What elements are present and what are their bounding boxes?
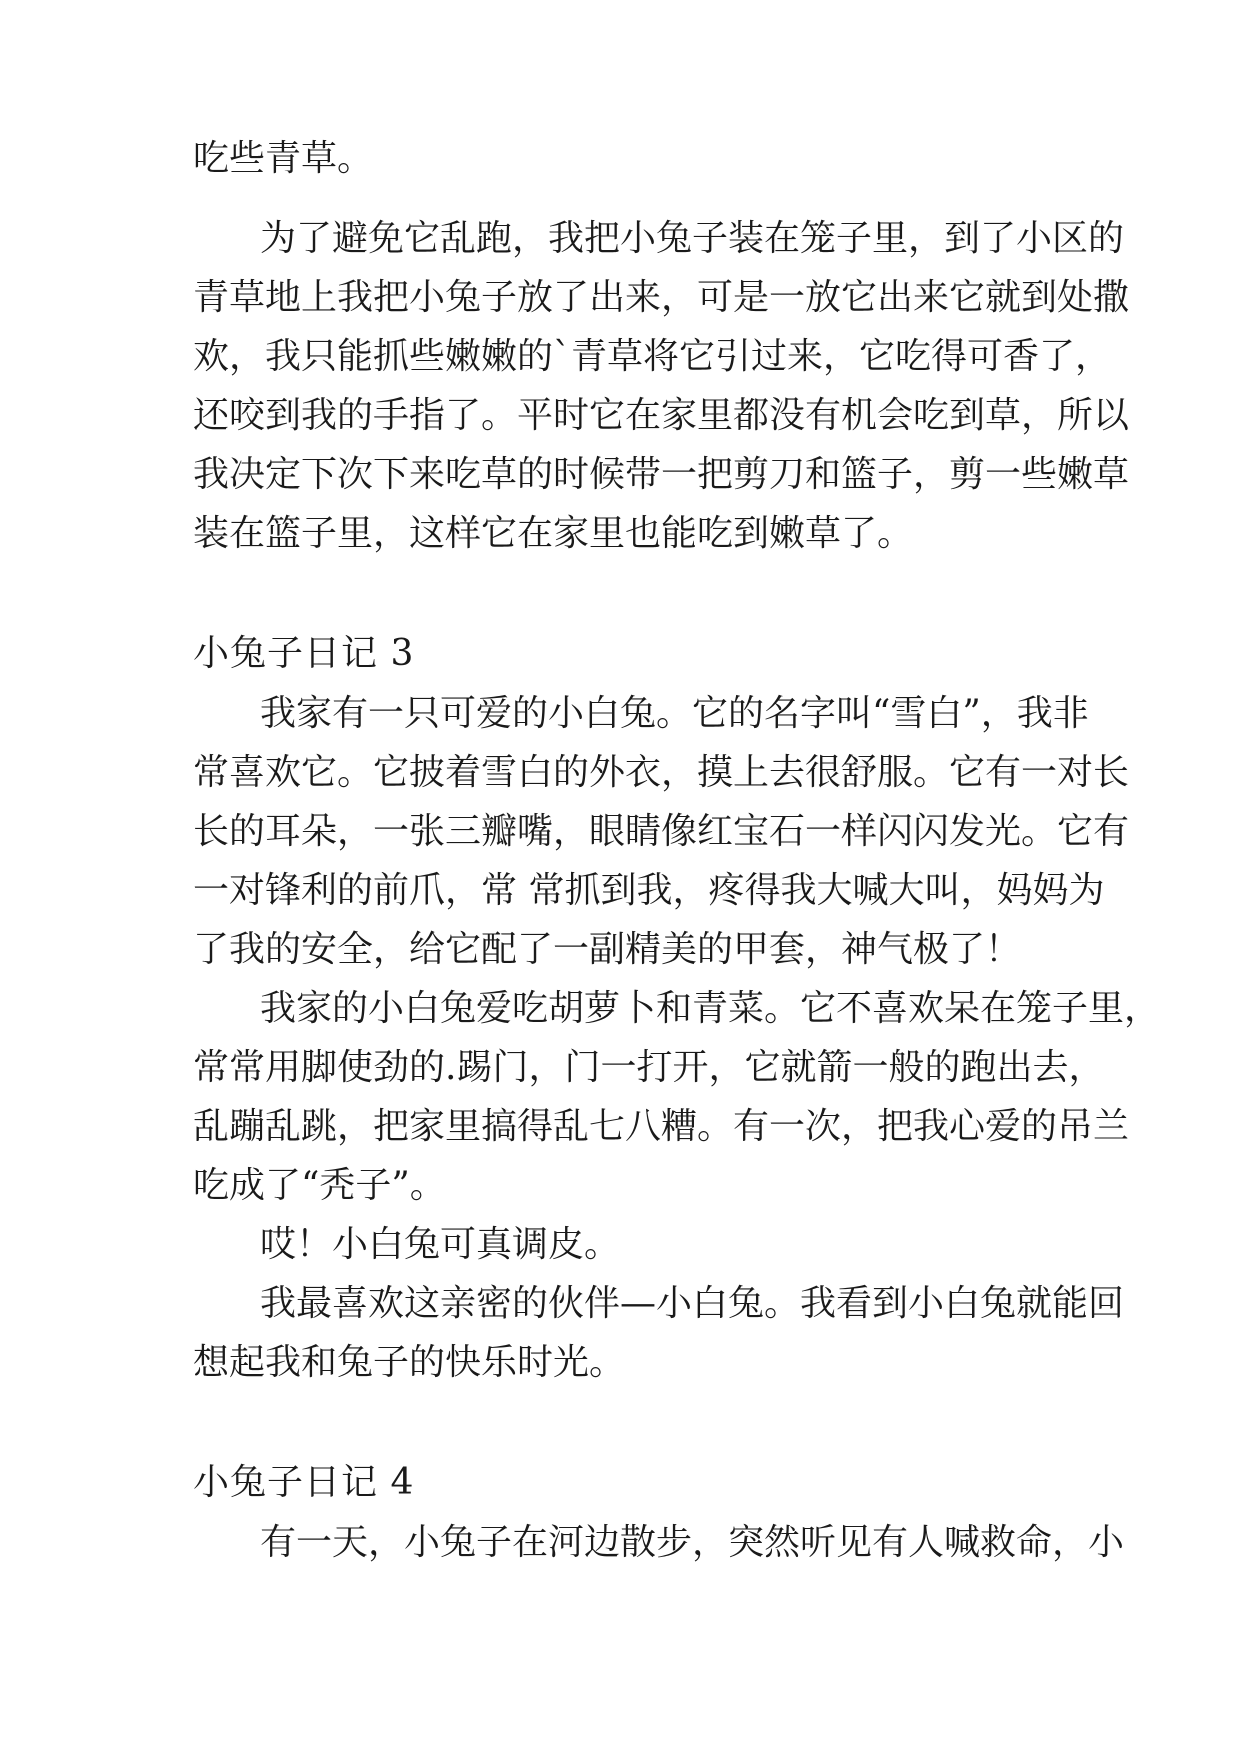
- paragraph-line: 我最喜欢这亲密的伙伴—小白兔。我看到小白兔就能回: [260, 1283, 1125, 1324]
- paragraph-line: 哎！小白兔可真调皮。: [260, 1224, 621, 1265]
- paragraph-line: 我家的小白兔爱吃胡萝卜和青菜。它不喜欢呆在笼子里，: [260, 988, 1161, 1029]
- paragraph-line: 常喜欢它。它披着雪白的外衣，摸上去很舒服。它有一对长: [193, 752, 1130, 793]
- paragraph-line: 为了避免它乱跑，我把小兔子装在笼子里，到了小区的: [260, 218, 1125, 259]
- paragraph-line: 我家有一只可爱的小白兔。它的名字叫“雪白”，我非: [260, 693, 1089, 734]
- paragraph-line: 了我的安全，给它配了一副精美的甲套，神气极了！: [193, 929, 1022, 970]
- paragraph-line: 想起我和兔子的快乐时光。: [193, 1342, 626, 1383]
- paragraph-line: 一对锋利的前爪，常 常抓到我，疼得我大喊大叫，妈妈为: [193, 870, 1105, 911]
- paragraph-line: 欢，我只能抓些嫩嫩的`青草将它引过来，它吃得可香了，: [193, 336, 1112, 377]
- paragraph-line: 长的耳朵，一张三瓣嘴，眼睛像红宝石一样闪闪发光。它有: [193, 811, 1130, 852]
- paragraph-line: 吃些青草。: [193, 138, 374, 179]
- paragraph-line: 常常用脚使劲的.踢门，门一打开，它就箭一般的跑出去，: [193, 1047, 1105, 1088]
- paragraph-line: 还咬到我的手指了。平时它在家里都没有机会吃到草，所以: [193, 395, 1130, 436]
- section-heading: 小兔子日记 4: [193, 1462, 415, 1503]
- paragraph-line: 有一天，小兔子在河边散步，突然听见有人喊救命，小: [260, 1522, 1125, 1563]
- paragraph-line: 吃成了“秃子”。: [193, 1165, 446, 1206]
- paragraph-line: 我决定下次下来吃草的时候带一把剪刀和篮子，剪一些嫩草: [193, 454, 1130, 495]
- paragraph-line: 乱蹦乱跳，把家里搞得乱七八糟。有一次，把我心爱的吊兰: [193, 1106, 1130, 1147]
- paragraph-line: 装在篮子里，这样它在家里也能吃到嫩草了。: [193, 513, 914, 554]
- paragraph-line: 青草地上我把小兔子放了出来，可是一放它出来它就到处撒: [193, 277, 1130, 318]
- section-heading: 小兔子日记 3: [193, 633, 415, 674]
